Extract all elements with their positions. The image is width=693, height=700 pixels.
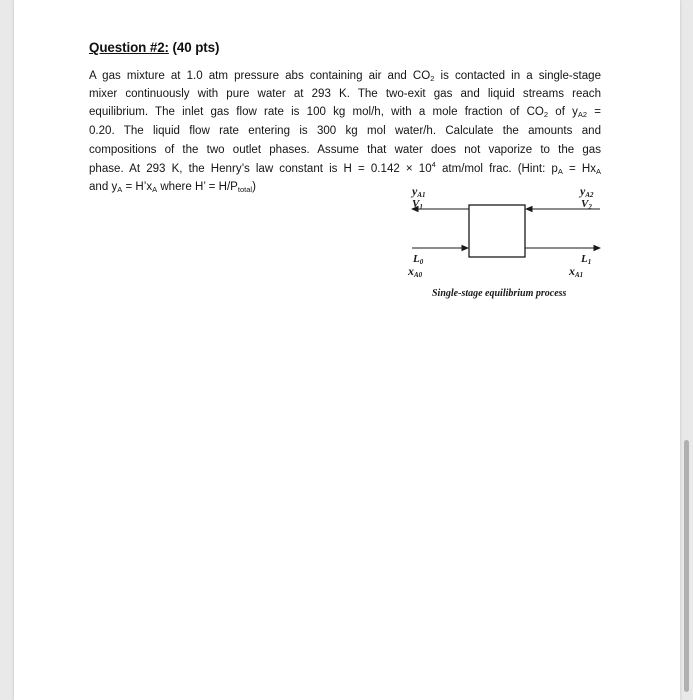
single-stage-diagram [390,185,620,305]
text-run: A gas mixture at 1.0 atm pressure abs containing air and CO [89,70,431,82]
label-x-a1: xA1 [569,264,584,279]
mixer-box [469,205,525,257]
subscript: A [152,185,158,194]
label-x-a0: xA0 [408,264,423,279]
label-l1: L1 [581,253,592,266]
body-line-5: compositions of the two outlet phases. Assume that water does not vaporize to the gas [89,144,601,156]
scrollbar-thumb[interactable] [684,440,689,692]
text-run: atm/mol frac. (Hint: p [435,163,558,175]
text-run: where H’ = H/P [157,181,238,193]
body-line-3 [89,103,601,121]
superscript: 4 [431,160,436,169]
body-line-1 [89,67,601,85]
text-run: ) [252,181,256,193]
text-run: = Hx [562,163,596,175]
subscript: A [117,185,123,194]
subscript: A [595,167,601,176]
subscript: 2 [430,74,435,83]
body-line-2: mixer continuously with pure water at 293 K. The two-exit gas and liquid streams reach [89,88,601,100]
question-heading [89,40,219,55]
text-run: and y [89,181,118,193]
text-run: is contacted in a single-stage [434,70,602,82]
subscript: A2 [577,110,588,119]
text-run: = H’x [122,181,153,193]
diagram-caption: Single-stage equilibrium process [432,288,567,299]
label-y-a2: yA2 [580,185,594,199]
question-points: (40 pts) [172,40,220,55]
question-label: Question #2: [89,40,169,55]
subscript: A [557,167,563,176]
subscript: 2 [543,110,549,119]
body-line-4: 0.20. The liquid flow rate entering is 300 kg mol water/h. Calculate the amounts and [89,125,601,137]
label-v1: V1 [412,198,423,211]
label-y-a1: yA1 [412,185,426,199]
subscript: total [237,185,253,194]
label-l0: L0 [413,253,424,266]
body-line-6 [89,160,601,178]
text-run: of y [548,106,578,118]
text-run: = [587,106,601,118]
text-run: phase. At 293 K, the Henry’s law constant is H = 0.142 × 10 [89,163,432,175]
label-v2: V2 [581,198,592,211]
text-run: equilibrium. The inlet gas flow rate is 100 kg mol/h, with a mole fraction of CO [89,106,544,118]
